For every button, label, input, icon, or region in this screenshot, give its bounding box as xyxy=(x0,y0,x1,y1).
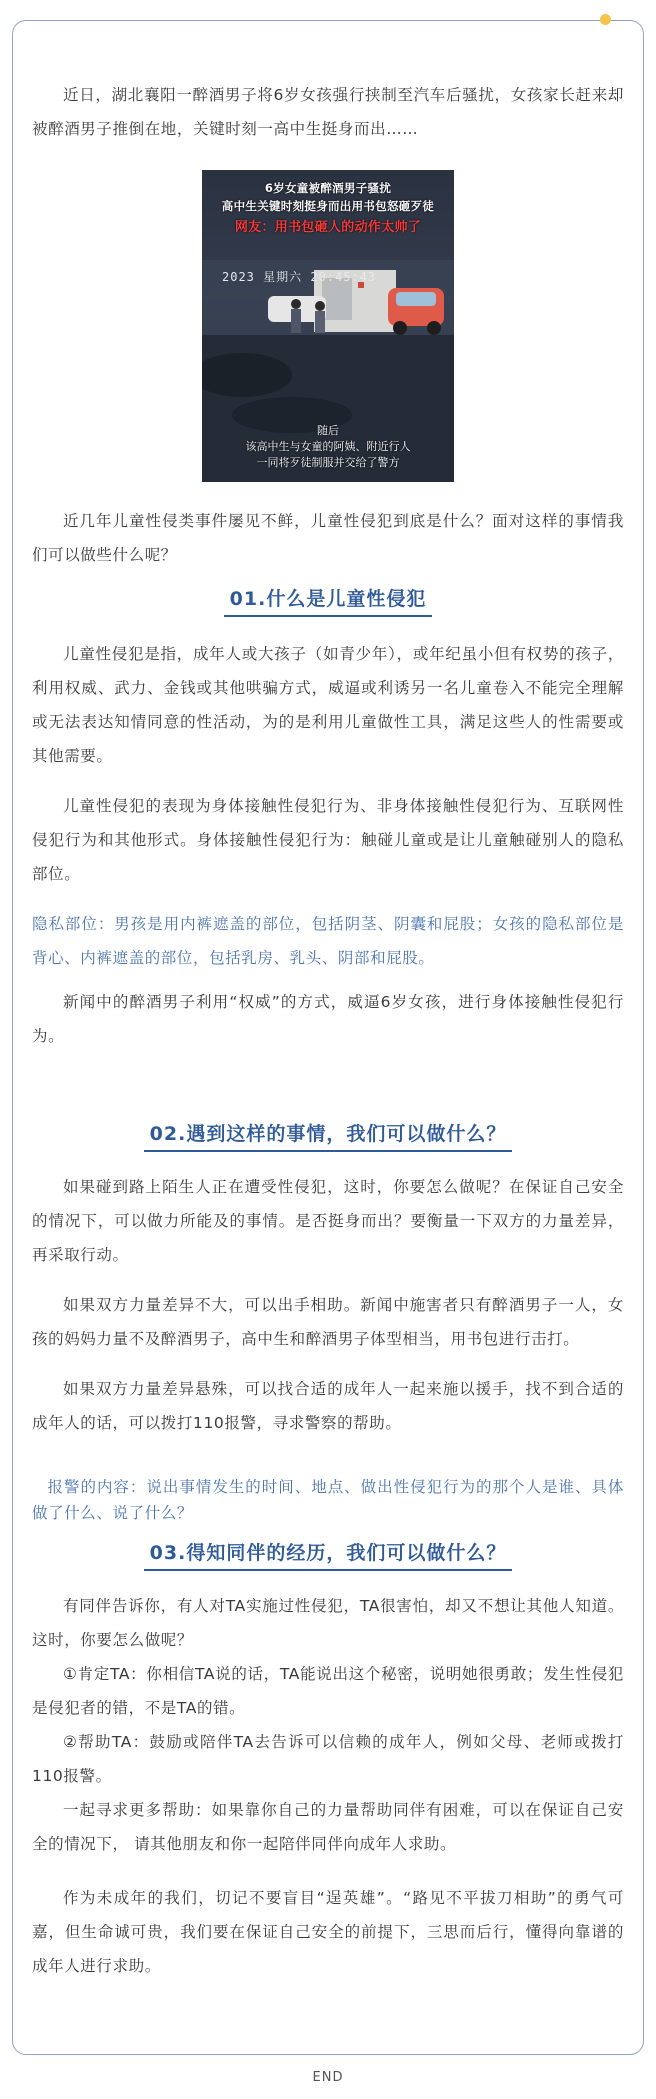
section1-paragraph: 儿童性侵犯是指，成年人或大孩子（如青少年），或年纪虽小但有权势的孩子，利用权威、武力、金钱或其他哄骗方式，威逼或利诱另一名儿童卷入不能完全理解或无法表达知情同意的性活动，为的是利用儿童做性工具，满足这些人的性需要或其他需要。 xyxy=(32,645,624,765)
section3-paragraph: ②帮助TA：鼓励或陪伴TA去告诉可以信赖的成年人，例如父母、老师或拨打110报警。 xyxy=(32,1733,624,1785)
section2-paragraph: 如果双方力量差异悬殊，可以找合适的成年人一起来施以援手，找不到合适的成年人的话，可以拨打110报警，寻求警察的帮助。 xyxy=(32,1380,624,1432)
section2-paragraph: 如果碰到路上陌生人正在遭受性侵犯，这时，你要怎么做呢？在保证自己安全的情况下，可以做力所能及的事情。是否挺身而出？要衡量一下双方的力量差异，再采取行动。 xyxy=(32,1178,624,1264)
intro-paragraph: 近日，湖北襄阳一醉酒男子将6岁女孩强行挟制至汽车后骚扰，女孩家长赶来却被醉酒男子推倒在地，关键时刻一高中生挺身而出…… xyxy=(32,86,624,138)
privacy-note: 隐私部位：男孩是用内裤遮盖的部位，包括阴茎、阴囊和屁股；女孩的隐私部位是背心、内裤遮盖的部位，包括乳房、乳头、阴部和屁股。 xyxy=(32,915,624,967)
article-body xyxy=(32,78,624,1983)
section2-paragraph: 如果双方力量差异不大，可以出手相助。新闻中施害者只有醉酒男子一人，女孩的妈妈力量不及醉酒男子，高中生和醉酒男子体型相当，用书包进行击打。 xyxy=(32,1296,624,1348)
news-photo[interactable] xyxy=(202,170,454,482)
section2-heading: 02.遇到这样的事情，我们可以做什么？ xyxy=(32,1119,624,1152)
section1-paragraph: 新闻中的醉酒男子利用“权威”的方式，威逼6岁女孩，进行身体接触性侵犯行为。 xyxy=(32,993,624,1045)
section3-paragraph: 一起寻求更多帮助：如果靠你自己的力量帮助同伴有困难，可以在保证自己安全的情况下， 请其他朋友和你一起陪伴同伴向成年人求助。 xyxy=(32,1801,624,1853)
photo-overlay-comment: 网友：用书包砸人的动作太帅了 xyxy=(234,220,422,235)
photo-overlay-title: 6岁女童被醉酒男子骚扰 xyxy=(264,181,392,195)
section3-paragraph: 有同伴告诉你，有人对TA实施过性侵犯，TA很害怕，却又不想让其他人知道。这时，你要怎么做呢？ xyxy=(32,1597,624,1649)
photo-timestamp: 2023 星期六 20:45:43 xyxy=(222,270,377,284)
photo-caption-3: 一同将歹徒制服并交给了警方 xyxy=(256,456,400,469)
section1-heading: 01.什么是儿童性侵犯 xyxy=(32,584,624,617)
section3-conclusion: 作为未成年的我们，切记不要盲目“逞英雄”。“路见不平拔刀相助”的勇气可嘉，但生命诚可贵，我们要在保证自己安全的前提下，三思而后行，懂得向靠谱的成年人进行求助。 xyxy=(32,1889,624,1975)
decor-dot xyxy=(600,14,611,25)
end-label: END xyxy=(312,2070,344,2085)
section3-paragraph: ①肯定TA：你相信TA说的话，TA能说出这个秘密，说明她很勇敢；发生性侵犯是侵犯者的错，不是TA的错。 xyxy=(32,1665,624,1717)
police-report-note: 报警的内容：说出事情发生的时间、地点、做出性侵犯行为的那个人是谁、具体做了什么、说了什么？ xyxy=(32,1478,624,1522)
photo-caption-2: 该高中生与女童的阿姨、附近行人 xyxy=(245,440,411,453)
photo-overlay-subtitle: 高中生关键时刻挺身而出用书包怒砸歹徒 xyxy=(221,199,435,213)
intro-question: 近几年儿童性侵类事件屡见不鲜，儿童性侵犯到底是什么？面对这样的事情我们可以做些什么呢？ xyxy=(32,512,624,564)
section3-heading: 03.得知同伴的经历，我们可以做什么？ xyxy=(32,1538,624,1571)
section1-paragraph: 儿童性侵犯的表现为身体接触性侵犯行为、非身体接触性侵犯行为、互联网性侵犯行为和其他形式。身体接触性侵犯行为：触碰儿童或是让儿童触碰别人的隐私部位。 xyxy=(32,797,624,883)
photo-caption-1: 随后 xyxy=(317,424,339,437)
